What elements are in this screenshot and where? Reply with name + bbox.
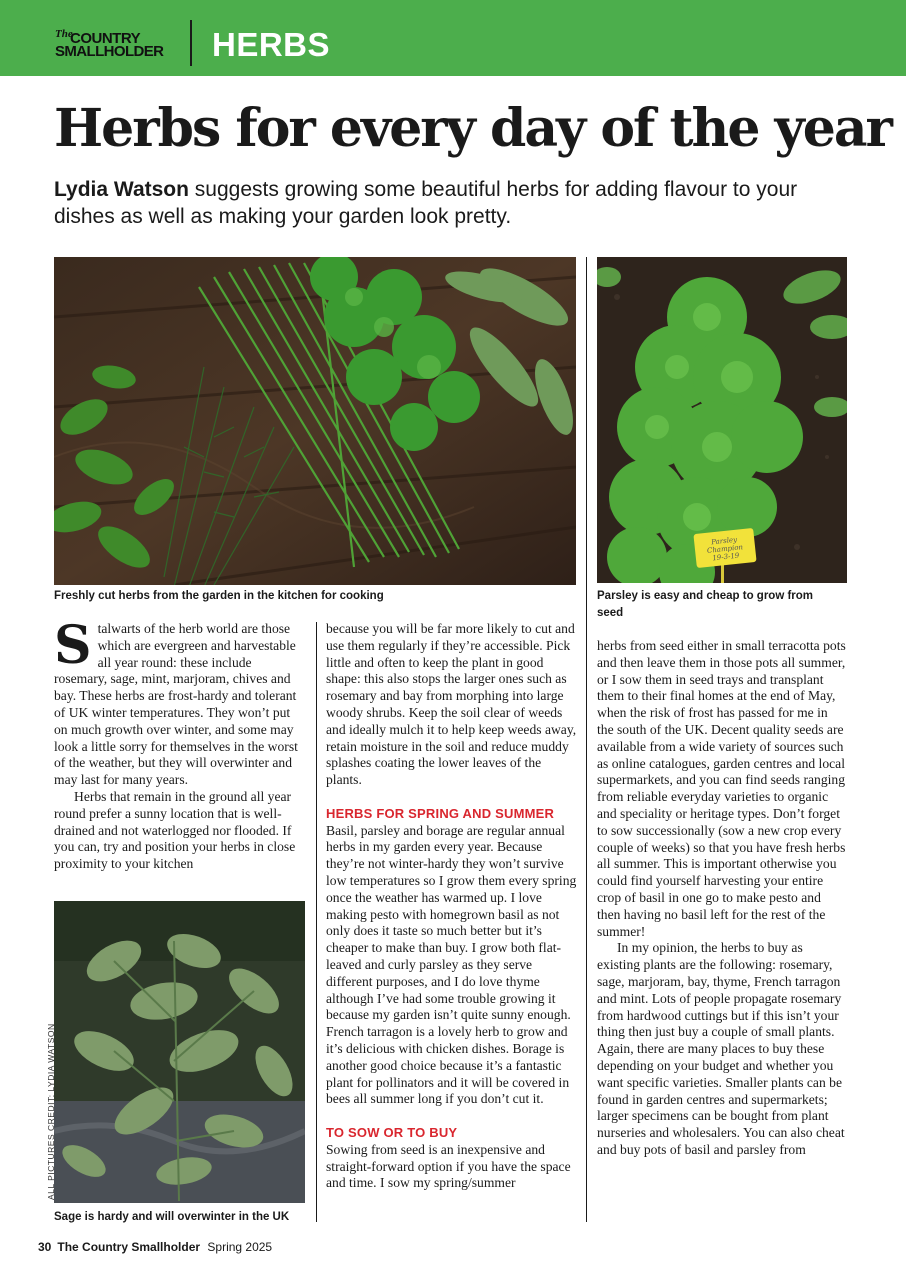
parsley-plant-label: Parsley Champion 19-3-19: [706, 535, 744, 563]
body-paragraph-3: because you will be far more likely to cut and use them regularly if they’re accessible. Pick little and often to keep the plant in good shape: this also stops the larger ones such as rosemary and bay from morphing into large woody shrubs. Keep the soil clear of weeds and ideally mulch it to help keep weeds away, retain moisture in the soil and reduce muddy splashes coating the lower leaves of the plants.: [326, 621, 577, 788]
body-paragraph-5: Sowing from seed is an inexpensive and straight-forward option if you have the space and time. I sow my spring/summer: [326, 1141, 571, 1191]
body-paragraph-1-text: talwarts of the herb world are those which are evergreen and harvestable all year round: these include rosemary, sage, mint, marjoram, chives and bay. These herbs are frost-hardy and tolerant of UK winter temperatures. They won’t put on much growth over winter, and some may look a little sorry for themselves in the worst of the weather, but they will overwinter and may last for many years.: [54, 621, 298, 788]
footer-issue: Spring 2025: [207, 1240, 273, 1254]
photo-credit: ALL PICTURES CREDIT: LYDIA WATSON: [46, 1023, 56, 1200]
body-paragraph-2: Herbs that remain in the ground all year round prefer a sunny location that is well-drained and not waterlogged nor flooded. If you can, try and position your herbs in close proximity to your kitchen: [54, 788, 296, 872]
parsley-photo: [597, 257, 847, 583]
paragraph-spacer: [326, 789, 578, 806]
subheading-sow-or-buy: TO SOW OR TO BUY: [326, 1124, 458, 1140]
standfirst-text: suggests growing some beautiful herbs for adding flavour to your dishes as well as making your garden look pretty.: [54, 178, 798, 228]
footer-magazine-name: The Country Smallholder: [57, 1240, 201, 1254]
parsley-photo-caption: Parsley is easy and cheap to grow from seed: [597, 590, 814, 619]
body-paragraph-6: herbs from seed either in small terracotta pots and then leave them in those pots all summer, or I sow them in seed trays and transplant them to their final homes at the end of May, when the risk of frost has passed for me in the south of the UK. Decent quality seeds are available from a wide variety of sources such as online catalogues, garden centres and local supermarkets, and you can find seeds ranging from reliable everyday varieties to organic and speciality or heritage types. Don’t forget to sow successionally (sow a new crop every couple of weeks) so that you have fresh herbs all summer. This is important otherwise you could find yourself harvesting your entire crop of basil in one go to make pesto and then having no basil left for the rest of the summer!: [597, 638, 846, 939]
herbs-photo-caption: Freshly cut herbs from the garden in the kitchen for cooking: [54, 590, 384, 602]
column-rule-right: [586, 257, 587, 1222]
body-paragraph-7: In my opinion, the herbs to buy as existing plants are the following: rosemary, sage, marjoram, bay, thyme, French tarragon and mint. Lots of people propagate rosemary from hardwood cuttings but if this isn’t your thing then just buy a couple of small plants. Again, there are many places to buy these depending on your budget and whether you want specific varieties. Smaller plants can be found in garden centres and supermarkets; larger specimens can be bought from plant nurseries and wholesalers. You can also cheat and buy pots of basil and parsley from: [597, 940, 845, 1157]
herbs-photo: [54, 257, 576, 585]
sage-photo-caption: Sage is hardy and will overwinter in the UK: [54, 1211, 290, 1223]
column-rule-left: [316, 622, 317, 1222]
section-label: HERBS: [212, 26, 331, 63]
sage-photo: [54, 901, 305, 1203]
logo-country: COUNTRY: [70, 30, 141, 47]
header-divider: [190, 20, 192, 66]
section-header-bar: [0, 0, 906, 76]
logo-smallholder: SMALLHOLDER: [55, 43, 164, 60]
body-paragraph-1: [54, 615, 304, 789]
paragraph-spacer: [326, 1108, 578, 1125]
page-footer: [38, 1240, 272, 1254]
article-standfirst: [54, 176, 854, 230]
subheading-spring-summer: HERBS FOR SPRING AND SUMMER: [326, 805, 555, 821]
article-headline: Herbs for every day of the year: [54, 98, 891, 159]
author-name: Lydia Watson: [54, 178, 189, 201]
drop-cap: S: [54, 615, 92, 676]
body-paragraph-4: Basil, parsley and borage are regular annual herbs in my garden every year. Because they’re not winter-hardy they won’t survive low temperatures so I grow them every spring once the weather has warmed up. I love making pesto with homegrown basil as not only does it taste so much better but it’s cheaper to make than buy. I grow both flat-leaved and curly parsley as they serve different purposes, and I do love thyme although I’ve had some trouble growing it because my garden isn’t quite sunny enough. French tarragon is a lovely herb to grow and it’s delicious with chicken dishes. Borage is another good choice because it’s a fantastic plant for pollinators and it will be covered in bees all summer long if you don’t cut it.: [326, 822, 577, 1107]
body-column-3: [597, 638, 847, 1159]
body-column-1: [54, 615, 304, 873]
magazine-logo: [55, 30, 175, 64]
logo-the: The: [55, 28, 73, 40]
page-number: 30: [38, 1240, 52, 1254]
body-column-2: [326, 621, 578, 1192]
